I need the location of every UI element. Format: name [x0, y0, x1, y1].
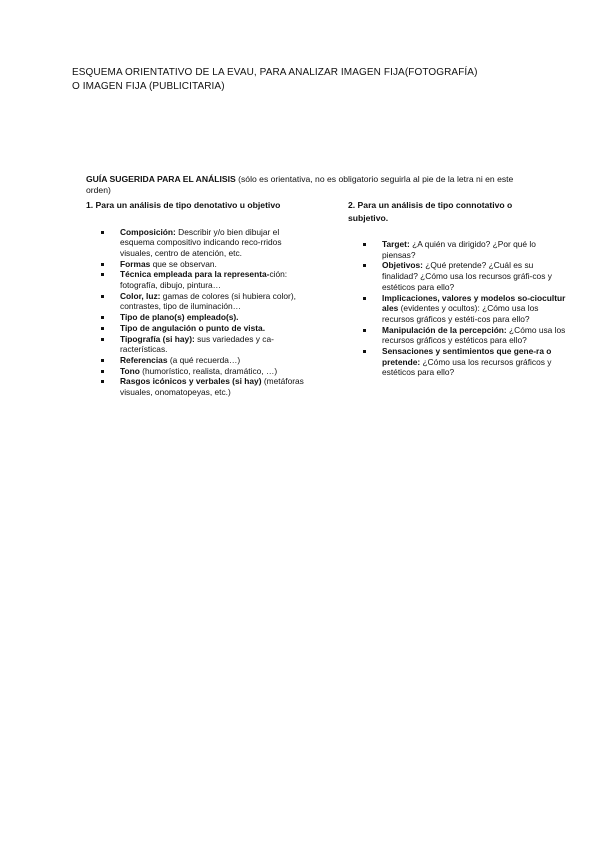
denotative-column — [86, 199, 326, 398]
item-text: que se observan. — [150, 258, 217, 269]
bullet-icon — [101, 359, 104, 362]
list-item — [101, 323, 310, 334]
bullet-icon — [101, 231, 104, 234]
list-item — [101, 366, 310, 377]
header-line-1: ESQUEMA ORIENTATIVO DE LA EVAU, PARA ANALIZAR IMAGEN FIJA(FOTOGRAFÍA) — [72, 67, 478, 78]
analysis-guide — [86, 174, 566, 398]
item-term: Tipo de angulación o punto de vista. — [120, 322, 266, 333]
bullet-icon — [363, 243, 366, 246]
item-term: Tipografía (si hay): — [120, 333, 195, 344]
bullet-icon — [101, 338, 104, 341]
bullet-icon — [363, 264, 366, 267]
list-item — [101, 312, 310, 323]
bullet-icon — [101, 327, 104, 330]
bullet-icon — [101, 370, 104, 373]
bullet-icon — [363, 329, 366, 332]
item-text: ¿Cómo usa los recursos gráficos y estéticos para ello? — [382, 324, 566, 346]
connotative-heading: 2. Para un análisis de tipo connotativo o subjetivo. — [348, 200, 513, 223]
guide-title-note: (sólo es orientativa, no es obligatorio seguirla al pie de la letra ni en este orden) — [86, 174, 514, 195]
list-item — [363, 260, 570, 292]
guide-title — [86, 174, 526, 195]
item-text: Describir y/o bien dibujar el esquema compositivo indicando reco-rridos visuales, centro de atención, etc. — [120, 226, 282, 258]
item-term: Tipo de plano(s) empleado(s). — [120, 312, 239, 323]
item-text: gamas de colores (si hubiera color), contrastes, tipo de iluminación… — [120, 290, 296, 312]
bullet-icon — [363, 350, 366, 353]
header-line-2: O IMAGEN FIJA (PUBLICITARIA) — [72, 81, 225, 92]
list-item — [101, 227, 310, 259]
denotative-heading: 1. Para un análisis de tipo denotativo u objetivo — [86, 200, 281, 210]
bullet-icon — [101, 263, 104, 266]
item-term: Composición: — [120, 226, 176, 237]
item-term: Color, luz: — [120, 290, 161, 301]
item-term: Formas — [120, 258, 151, 269]
bullet-icon — [101, 316, 104, 319]
item-text: (evidentes y ocultos): ¿Cómo usa los recursos gráficos y estéti-cos para ello? — [382, 303, 539, 324]
bullet-icon — [101, 380, 104, 383]
item-term: Rasgos icónicos y verbales (si hay) — [120, 376, 262, 387]
list-item — [363, 325, 570, 346]
bullet-icon — [101, 273, 104, 276]
item-term: Sensaciones y sentimientos que gene-ra o pretende: — [382, 346, 552, 367]
item-term: Target: — [382, 239, 410, 249]
item-text: ción: fotografía, dibujo, pintura… — [120, 269, 288, 291]
connotative-list — [348, 239, 566, 378]
bullet-icon — [363, 297, 366, 300]
item-text: (metáforas visuales, onomatopeyas, etc.) — [120, 376, 304, 398]
item-text: ¿Cómo usa los recursos gráficos y estéticos para ello? — [382, 356, 552, 378]
connotative-column — [348, 199, 566, 378]
item-text: ¿A quién va dirigido? ¿Por qué lo piensas? — [382, 239, 536, 260]
item-term: Tono — [120, 365, 140, 376]
list-item — [101, 259, 310, 270]
list-item — [363, 239, 570, 260]
item-term: Técnica empleada para la representa- — [120, 269, 270, 280]
bullet-icon — [101, 295, 104, 298]
list-item — [363, 293, 570, 325]
list-item — [101, 269, 310, 290]
guide-title-bold: GUÍA SUGERIDA PARA EL ANÁLISIS — [86, 174, 236, 184]
item-term: Manipulación de la percepción: — [382, 324, 507, 335]
denotative-list — [86, 227, 326, 398]
document-header — [72, 66, 478, 94]
item-term: Objetivos: — [382, 260, 423, 271]
item-term: Implicaciones, valores y modelos so-ciocultur ales — [382, 292, 566, 314]
list-item — [363, 346, 570, 378]
item-text: (a qué recuerda…) — [167, 354, 241, 365]
list-item — [101, 376, 310, 397]
item-text: (humorístico, realista, dramático, …) — [139, 365, 278, 376]
item-text: ¿Qué pretende? ¿Cuál es su finalidad? ¿Cómo usa los recursos gráfi-cos y estéticos para ello? — [382, 260, 552, 292]
item-term: Referencias — [120, 354, 168, 365]
list-item — [101, 291, 310, 312]
list-item — [101, 355, 310, 366]
list-item — [101, 334, 310, 355]
item-text: sus variedades y ca-racterísticas. — [120, 333, 274, 355]
